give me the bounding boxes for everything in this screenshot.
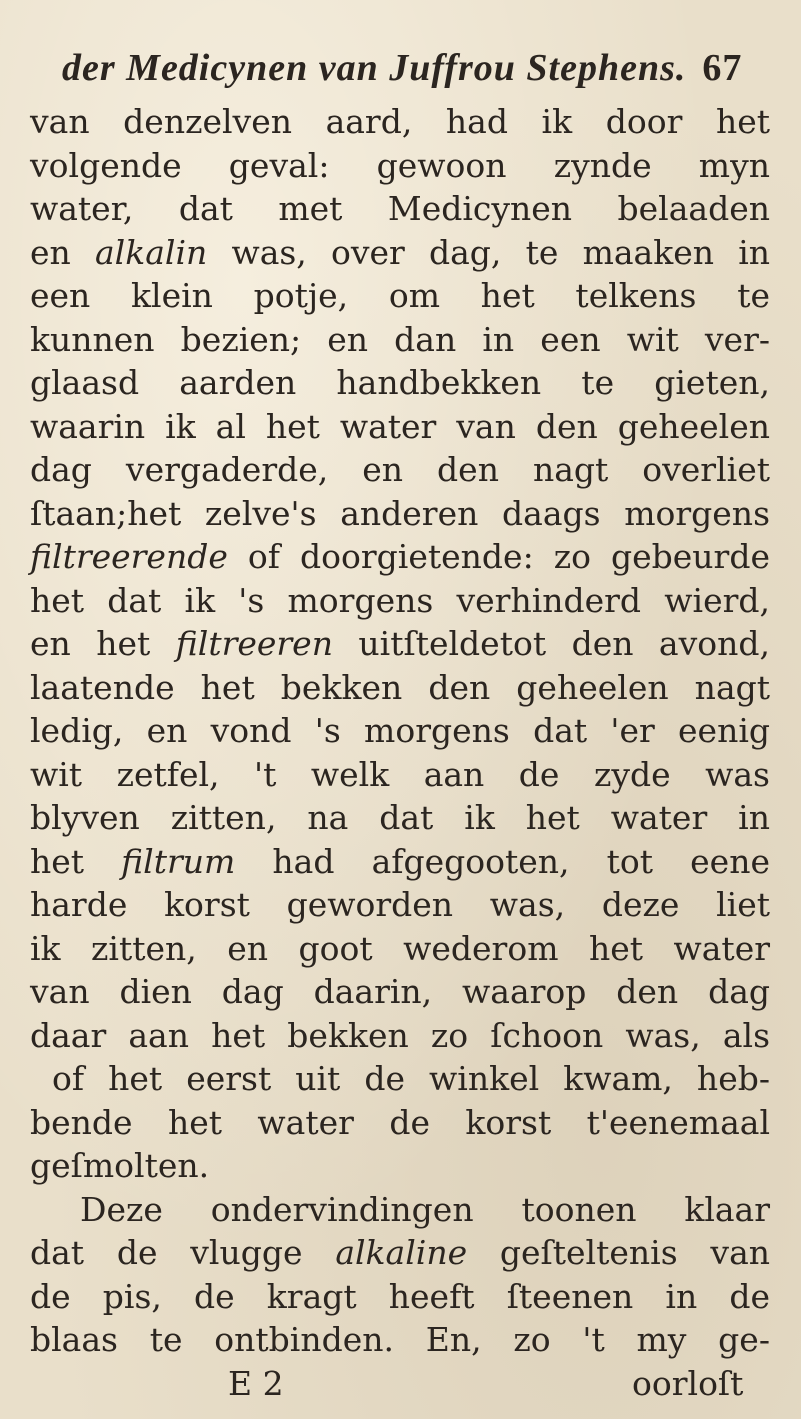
running-head (62, 40, 762, 96)
text-line: en het filtreeren uitſteldetot den avond, (30, 624, 770, 663)
text-line: een klein potje, om het telkens te (30, 276, 770, 315)
text-line: dag vergaderde, en den nagt overliet (30, 450, 770, 489)
text-line: van denzelven aard, had ik door het (30, 102, 770, 141)
text-line: laatende het bekken den geheelen nagt (30, 667, 770, 707)
italic-term: filtreerende (30, 537, 228, 576)
text-line: en alkalin was, over dag, te maaken in (30, 232, 770, 272)
text-line: filtreerende of doorgietende: zo gebeurde (30, 537, 770, 576)
body-text (30, 100, 790, 1362)
text-line: van dien dag daarin, waarop den dag (30, 972, 770, 1011)
text-line: ik zitten, en goot wederom het water (30, 928, 770, 968)
text-line: geſmolten. (30, 1146, 210, 1185)
text-line: het dat ik 's morgens verhinderd wierd, (30, 580, 770, 620)
text-line: dat de vlugge alkaline geſteltenis van (30, 1233, 770, 1272)
italic-term: alkalin (94, 232, 208, 272)
text-line: glaasd aarden handbekken te gieten, (30, 363, 770, 402)
text-line: waarin ik al het water van den geheelen (30, 406, 770, 446)
text-line: het filtrum had afgegooten, tot eene (30, 841, 770, 881)
page-footer (30, 1362, 770, 1406)
text-line: ſtaan;het zelve's anderen daags morgens (30, 493, 770, 533)
italic-term: alkaline (335, 1233, 468, 1272)
text-line: water, dat met Medicynen belaaden (30, 189, 770, 228)
text-line: kunnen bezien; en dan in een wit ver- (30, 319, 770, 359)
text-line: bende het water de korst t'eenemaal (30, 1102, 770, 1142)
italic-term: filtreeren (175, 624, 333, 663)
text-line: blaas te ontbinden. En, zo 't my ge- (30, 1320, 770, 1359)
text-line: volgende geval: gewoon zynde myn (30, 145, 770, 185)
italic-term: filtrum (121, 841, 236, 881)
signature-mark: E 2 (228, 1364, 284, 1403)
text-line: wit zetfel, 't welk aan de zyde was (30, 754, 770, 794)
text-line: of het eerst uit de winkel kwam, heb- (52, 1059, 770, 1098)
page-number: 67 (702, 47, 743, 89)
running-title: der Medicynen van Juffrou Stephens. (62, 47, 687, 89)
text-line: de pis, de kragt heeft ſteenen in de (30, 1276, 770, 1316)
text-line: Deze ondervindingen toonen klaar (80, 1189, 770, 1229)
catchword: oorloſt (632, 1364, 744, 1403)
text-line: ledig, en vond 's morgens dat 'er eenig (30, 711, 770, 750)
text-line: harde korst geworden was, deze liet (30, 885, 770, 924)
text-line: blyven zitten, na dat ik het water in (30, 798, 770, 837)
text-line: daar aan het bekken zo ſchoon was, als (30, 1015, 770, 1055)
